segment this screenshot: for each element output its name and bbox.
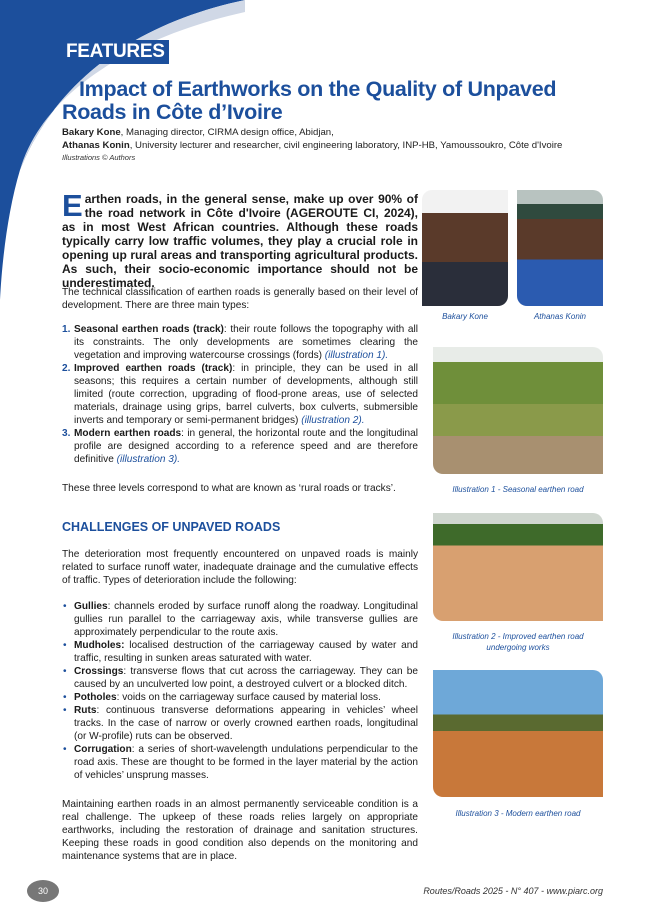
- list-item: 1. Seasonal earthen roads (track): their route follows the topography with all its constraints. The only developments are sometimes clearing the vegetation and improving watercourse crossings (fords) (illustration 1).: [62, 324, 418, 361]
- figure-caption: Illustration 1 - Seasonal earthen road: [452, 485, 584, 494]
- figure-caption: Illustration 3 - Modern earthen road: [455, 809, 581, 818]
- section-heading: CHALLENGES OF UNPAVED ROADS: [62, 520, 281, 534]
- illustration-3-photo: [433, 670, 603, 797]
- drop-cap: E: [62, 188, 83, 223]
- list-item: 3. Modern earthen roads: in general, the horizontal route and the longitudinal profile are designed according to a reference speed and are therefore definitive (illustration 3).: [62, 428, 418, 465]
- illustration-ref: (illustration 2).: [301, 415, 365, 426]
- intro-paragraph: The technical classification of earthen roads is generally based on their level of development. There are three main types:: [62, 287, 418, 311]
- portrait-caption: Athanas Konin: [533, 312, 587, 321]
- page-number: 30: [27, 880, 59, 902]
- journal-footer: Routes/Roads 2025 - N° 407 - www.piarc.org: [423, 886, 603, 896]
- illustration-credit: Illustrations © Authors: [62, 153, 136, 162]
- article-title: Impact of Earthworks on the Quality of Unpaved Roads in Côte d’Ivoire: [62, 77, 557, 124]
- portrait-caption: Bakary Kone: [442, 312, 488, 321]
- portrait-athanas-konin: [517, 190, 603, 306]
- illustration-2-photo: [433, 513, 603, 621]
- section-label: FEATURES: [62, 40, 169, 64]
- list-item: • Ruts: continuous transverse deformations appearing in vehicles’ wheel tracks. In the case of narrow or overly crowned earthen roads, longitudinal (or W-profile) ruts can be observed.: [63, 705, 418, 742]
- list-item: • Gullies: channels eroded by surface runoff along the roadway. Longitudinal gullies run parallel to the carriageway axis, while transverse gullies are approximately perpendicular to the route axis.: [63, 601, 418, 638]
- author-byline: Bakary Kone, Managing director, CIRMA design office, Abidjan, Athanas Konin, University lecturer and researcher, civil engineering laboratory, INP-HB, Yamoussoukro, Côte d'Ivoire Illustrations © Authors: [62, 127, 562, 165]
- list-item: • Crossings: transverse flows that cut across the carriageway. They can be caused by an unculverted low point, a destroyed culvert or a blocked ditch.: [63, 666, 418, 690]
- portrait-bakary-kone: [422, 190, 508, 306]
- illustration-1-photo: [433, 347, 603, 474]
- illustration-ref: (illustration 1).: [324, 350, 389, 361]
- deterioration-list: [62, 600, 418, 782]
- lead-paragraph: Earthen roads, in the general sense, make up over 90% of the road network in Côte d'Ivoire (AGEROUTE CI, 2024), as in most West African countries. Although these roads typically carry low traffic volumes, they play a crucial role in opening up rural areas and transporting agricultural products. As such, their socio-economic importance should not be underestimated.: [62, 188, 418, 290]
- road-types-list: [62, 323, 418, 466]
- challenges-intro: The deterioration most frequently encountered on unpaved roads is mainly related to surface runoff water, inadequate drainage and the cumulative effects of traffic. Types of deterioration include the following:: [62, 549, 418, 586]
- illustration-ref: (illustration 3).: [116, 454, 181, 465]
- figure-caption: Illustration 2 - Improved earthen road undergoing works: [452, 632, 584, 652]
- list-item: • Mudholes: localised destruction of the carriageway caused by water and traffic, resulting in sunken areas saturated with water.: [63, 640, 418, 664]
- conclusion-paragraph: Maintaining earthen roads in an almost permanently serviceable condition is a real challenge. The upkeep of these roads relies largely on appropriate earthworks, including the restoration of drainage and sanitation structures. Keeping these roads in good condition also depends on the monitoring and maintenance systems that are in place.: [62, 799, 418, 862]
- types-note: These three levels correspond to what are known as ‘rural roads or tracks’.: [62, 483, 396, 494]
- list-item: • Potholes: voids on the carriageway surface caused by material loss.: [63, 692, 381, 703]
- list-item: • Corrugation: a series of short-wavelength undulations perpendicular to the road axis. These are thought to be formed in the layer material by the action of vehicles’ unsprung masses.: [63, 744, 418, 781]
- list-item: 2. Improved earthen roads (track): in principle, they can be used in all seasons; this requires a certain number of developments, although still limited (route correction, upgrading of flood-prone areas, use of selected materials, drainage using grips, barrel culverts, box culverts, submersible inverts and temporary or semi-permanent bridges) (illustration 2).: [62, 363, 418, 426]
